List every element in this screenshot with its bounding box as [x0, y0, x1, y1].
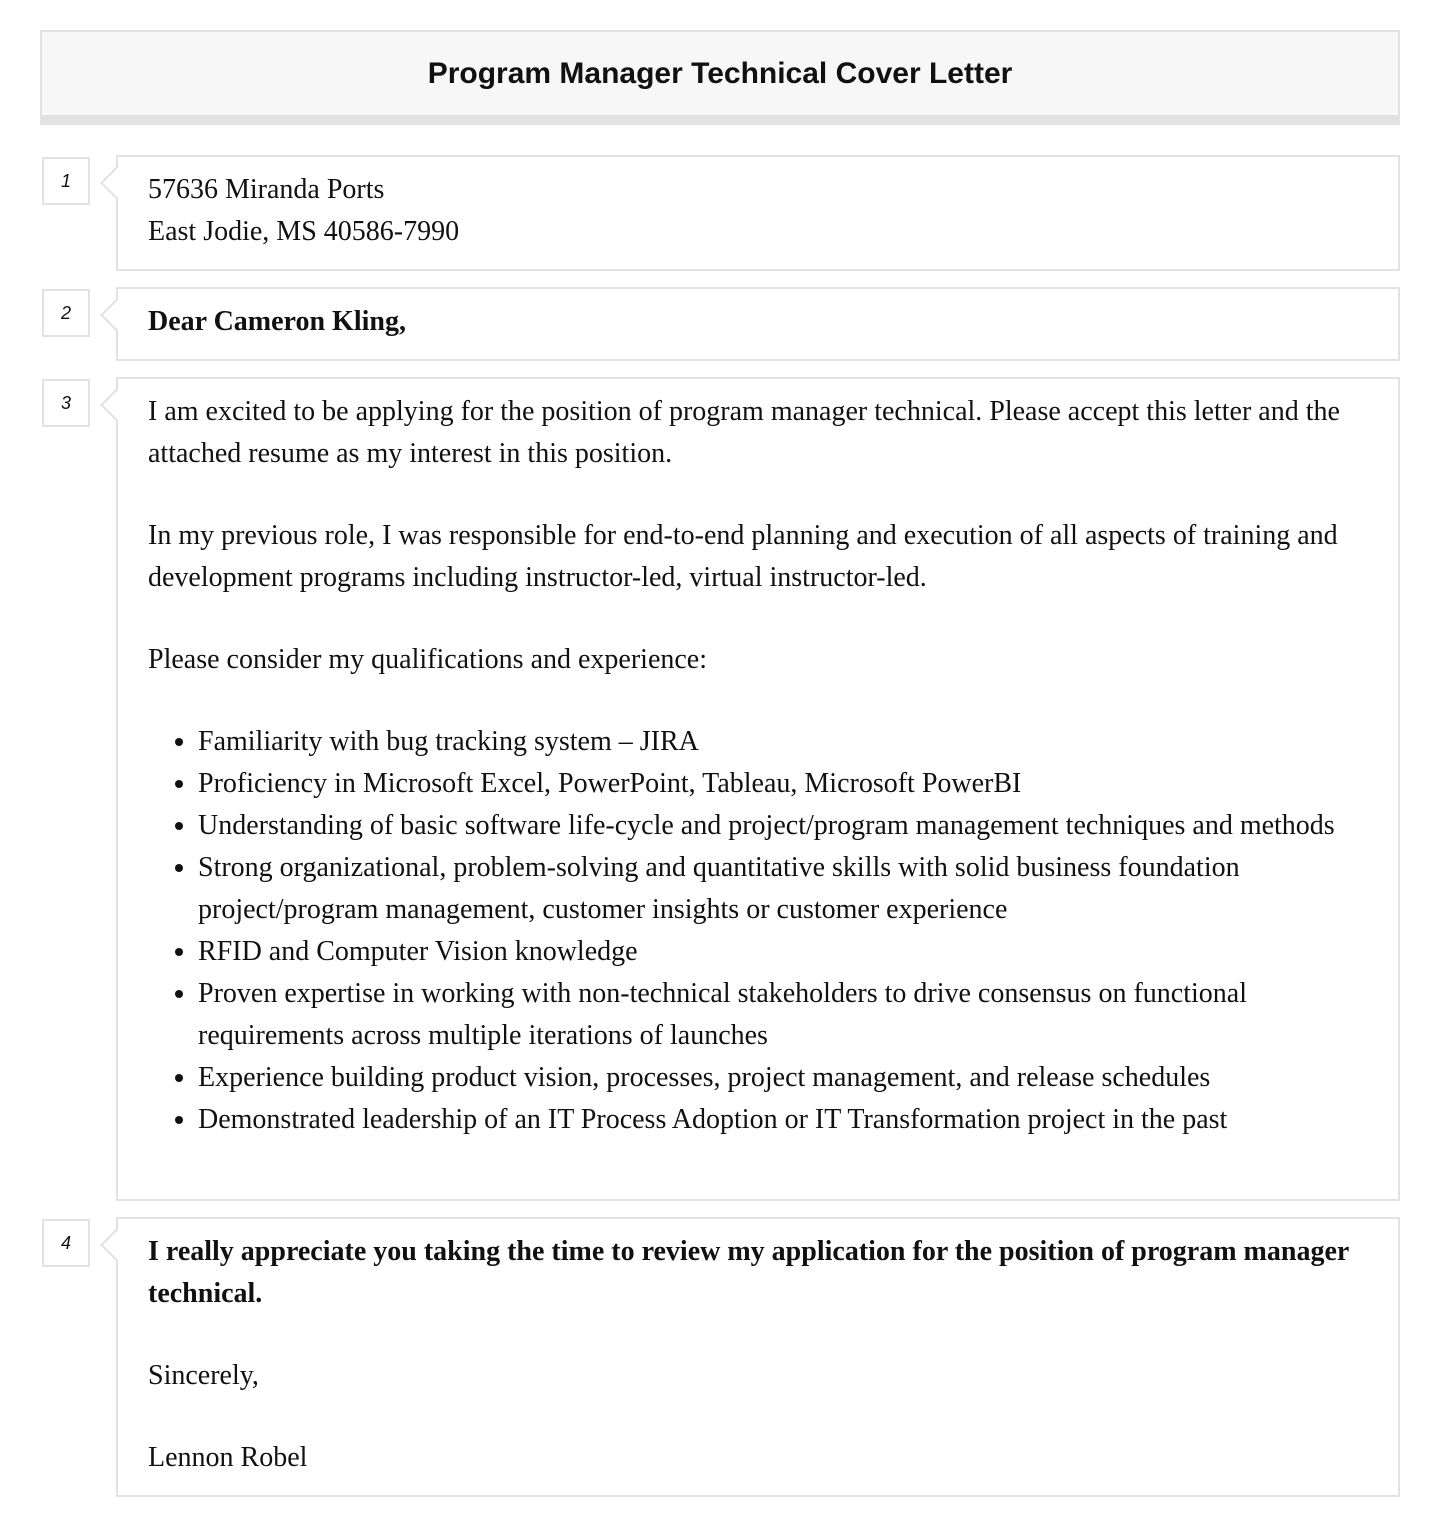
list-item: • Familiarity with bug tracking system – JIRA	[198, 721, 1368, 763]
address-line-2: East Jodie, MS 40586-7990	[148, 216, 460, 247]
list-item: • Experience building product vision, processes, project management, and release schedules	[198, 1057, 1368, 1099]
section-number-4: 4	[42, 1219, 90, 1267]
signoff: Sincerely,	[148, 1360, 259, 1391]
body-paragraph-3: Please consider my qualifications and experience:	[148, 644, 708, 675]
list-item: • Understanding of basic software life-cycle and project/program management techniques and methods	[198, 805, 1368, 847]
section-number-3: 3	[42, 379, 90, 427]
list-item: • Proficiency in Microsoft Excel, PowerPoint, Tableau, Microsoft PowerBI	[198, 763, 1368, 805]
body-card	[116, 377, 1400, 1201]
page-title: Program Manager Technical Cover Letter	[427, 56, 1013, 90]
salutation-card	[116, 287, 1400, 361]
section-number-1: 1	[42, 157, 90, 205]
list-item: • Strong organizational, problem-solving and quantitative skills with solid business foundation project/program management, customer insights or customer experience	[198, 847, 1368, 931]
body-paragraph-1: I am excited to be applying for the position of program manager technical. Please accept this letter and the attached resume as my interest in this position.	[148, 396, 1340, 469]
section-number-2: 2	[42, 289, 90, 337]
list-item: • Demonstrated leadership of an IT Process Adoption or IT Transformation project in the past	[198, 1099, 1368, 1141]
salutation: Dear Cameron Kling,	[148, 306, 406, 337]
closing-statement: I really appreciate you taking the time to review my application for the position of program manager technical.	[148, 1236, 1349, 1309]
list-item: • RFID and Computer Vision knowledge	[198, 931, 1368, 973]
address-card	[116, 155, 1400, 271]
body-paragraph-2: In my previous role, I was responsible for end-to-end planning and execution of all aspects of training and development programs including instructor-led, virtual instructor-led.	[148, 520, 1338, 593]
address-line-1: 57636 Miranda Ports	[148, 174, 385, 205]
closing-card	[116, 1217, 1400, 1497]
signature-name: Lennon Robel	[148, 1442, 308, 1473]
qualifications-list	[148, 721, 1368, 1141]
list-item: • Proven expertise in working with non-technical stakeholders to drive consensus on functional requirements across multiple iterations of launches	[198, 973, 1368, 1057]
title-bar	[40, 30, 1400, 125]
